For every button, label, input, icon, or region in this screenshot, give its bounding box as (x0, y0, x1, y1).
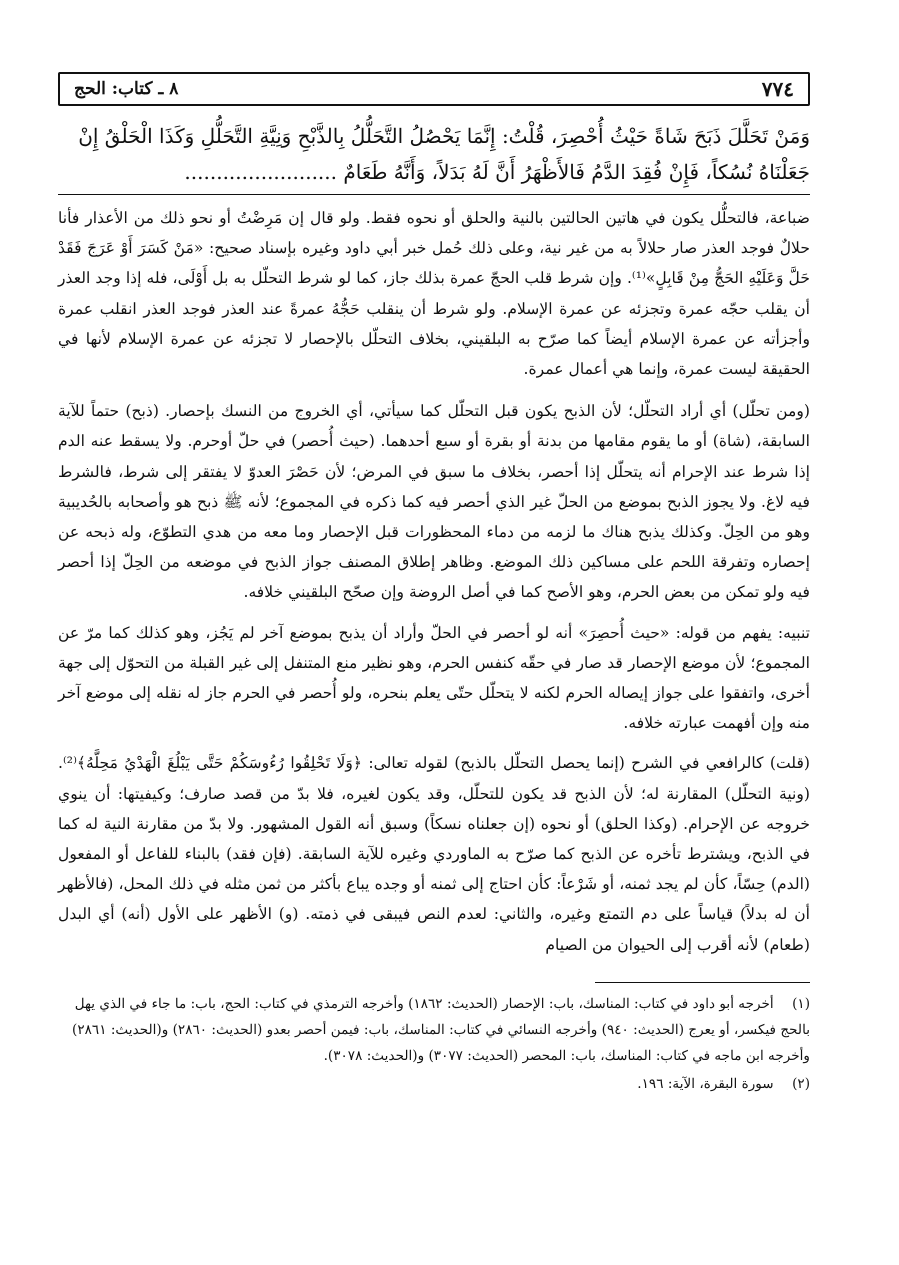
footnote-label: (١) (792, 995, 810, 1012)
commentary-paragraph: (ومن تحلّل) أي أراد التحلّل؛ لأن الذبح يكون قبل التحلّل كما سيأتي، أي الخروج من النسك بإحصار. (ذبح) حتماً للآية السابقة، (شاة) أو ما يقوم مقامها من بدنة أو بقرة أو سبع أحدهما. (حيث أُحصر) في حلّ أوحرم. ولا يسقط عنه الدم إذا شرط عند الإحرام أنه يتحلّل إذا أحصر، بخلاف ما سبق في المرض؛ لأن حَصْرَ العدوّ لا يفتقر إلى شرط، فالشرط فيه لاغ. ولا يجوز الذبح بموضع من الحلّ غير الذي أحصر فيه كما ذكره في المجموع؛ لأنه ﷺ ذبح هو وأصحابه بالحُديبية وهو من الحِلّ. وكذلك يذبح هناك ما لزمه من دماء المحظورات قبل الإحصار وما معه من هدي التطوّع، وله ذبحه عن إحصاره وتفرقة اللحم على مساكين ذلك الموضع. وظاهر إطلاق المصنف جواز الذبح في موضعه من الحِلّ إذا أحصر فيه ولو تمكن من بعض الحرم، وهو الأصح كما في أصل الروضة وإن صحّح البلقيني خلافه. (58, 402, 810, 602)
main-text (58, 118, 810, 190)
footnote (58, 991, 810, 1069)
commentary (58, 203, 810, 960)
book-title: ٨ ـ كتاب: الحج (74, 79, 179, 99)
main-text-line-2 (58, 154, 810, 190)
page-header (58, 72, 810, 106)
footnote-text: سورة البقرة، الآية: ١٩٦. (637, 1075, 774, 1092)
footnote (58, 1071, 810, 1097)
commentary-paragraph: تنبيه: يفهم من قوله: «حيث أُحصِرَ» أنه لو أحصر في الحلّ وأراد أن يذبح بموضع آخر لم يَجُز، وهو كذلك كما مرّ عن المجموع؛ لأن موضع الإحصار قد صار في حقّه كنفس الحرم، وهو نظير منع المتنفل إلى غير القبلة من التحوّل إلى جهة أخرى، واتفقوا على جواز إيصاله الحرم لكنه لا يتحلّل حتّى يعلم بنحره، ولو أُحصر في الحرم جاز له نقله إلى موضع آخر منه وإن أفهمت عبارته خلافه. (58, 623, 810, 733)
separator-rule (58, 194, 810, 195)
footnotes (58, 991, 810, 1097)
commentary-paragraph: ضباعة، فالتحلُّل يكون في هاتين الحالتين بالنية والحلق أو نحوه فقط. ولو قال إن مَرِضْتُ أو نحو ذلك من الأعذار فأنا حلالٌ فوجد العذر صار حلالاً به من غير نية، وعلى ذلك حُمل خبر أبي داود وغيره بإسناد صحيح: «مَنْ كَسَرَ أَوْ عَرَجَ فَقَدْ حَلَّ وَعَلَيْهِ الحَجُّ مِنْ قَابِلٍ»⁽¹⁾. وإن شرط قلب الحجّ عمرة بذلك جاز، كما لو شرط التحلّل به بل أَوْلَى، فله إذا وجد العذر أن يقلب حجّه عمرة وتجزئه عن عمرة الإسلام. ولو شرط أن ينقلب حَجُّهُ عمرةً عند العذر فوجد العذر انقلب عمرة وأجزأته عن عمرة الإسلام أيضاً كما صرّح به البلقيني، بخلاف التحلّل بالإحصار لا تجزئه عن عمرة الإسلام لأنها في الحقيقة ليست عمرة، وإنما هي أعمال عمرة. (58, 209, 810, 379)
main-text-dots: ........................ (184, 160, 337, 184)
footnote-label: (٢) (792, 1075, 810, 1092)
commentary-paragraph: (قلت) كالرافعي في الشرح (إنما يحصل التحلّل بالذبح) لقوله تعالى: ﴿وَلَا تَحْلِقُوا رُءُوسَكُمْ حَتَّى يَبْلُغَ الْهَدْيُ مَحِلَّهُ﴾⁽²⁾. (ونية التحلّل) المقارنة له؛ لأن الذبح قد يكون للتحلّل، وقد يكون لغيره، فلا بدّ من قصد صارف؛ وكيفيتها: أن ينوي خروجه عن الإحرام. (وكذا الحلق) أو نحوه (إن جعلناه نسكاً) وسبق أنه القول المشهور. ولا بدّ من مقارنة النية له كما في الذبح، ويشترط تأخره عن الذبح كما صرّح به الماوردي وغيره للآية السابقة. (فإن فقد) بالبناء للفاعل أو المفعول (الدم) حِسّاً، كأن لم يجد ثمنه، أو شَرْعاً: كأن احتاج إلى ثمنه أو وجده يباع بأكثر من ثمن مثله في ذلك المحل، (فالأظهر أن له بدلاً) قياساً على دم التمتع وغيره، والثاني: لعدم النص فيبقى في ذمته. (و) الأظهر على الأول (أنه) أي البدل (طعام) لأنه أقرب إلى الحيوان من الصيام (58, 754, 810, 954)
book-page (58, 72, 810, 1212)
main-text-line-2-text: جَعَلْنَاهُ نُسُكاً، فَإِنْ فُقِدَ الدَّمُ فَالأَظْهَرُ أَنَّ لَهُ بَدَلاً، وَأَنَّهُ طَعَامٌ (343, 160, 810, 184)
footnote-text: أخرجه أبو داود في كتاب: المناسك، باب: الإحصار (الحديث: ١٨٦٢) وأخرجه الترمذي في كتاب: الحج، باب: ما جاء في الذي يهل بالحج فيكسر، أو يعرج (الحديث: ٩٤٠) وأخرجه النسائي في كتاب: المناسك، باب: فيمن أحصر بعدو (الحديث: ٢٨٦٠) و(الحديث: ٢٨٦١) وأخرجه ابن ماجه في كتاب: المناسك، باب: المحصر (الحديث: ٣٠٧٧) و(الحديث: ٣٠٧٨). (72, 995, 810, 1064)
main-text-line-1: وَمَنْ تَحَلَّلَ ذَبَحَ شَاةً حَيْثُ أُحْصِرَ، قُلْتُ: إِنَّمَا يَحْصُلُ التَّحَلُّلُ بِالذَّبْحِ وَنِيَّةِ التَّحَلُّلِ وَكَذَا الْحَلْقُ إِنْ (78, 124, 810, 148)
page-number: ٧٧٤ (761, 77, 794, 101)
footnote-rule (595, 982, 810, 983)
